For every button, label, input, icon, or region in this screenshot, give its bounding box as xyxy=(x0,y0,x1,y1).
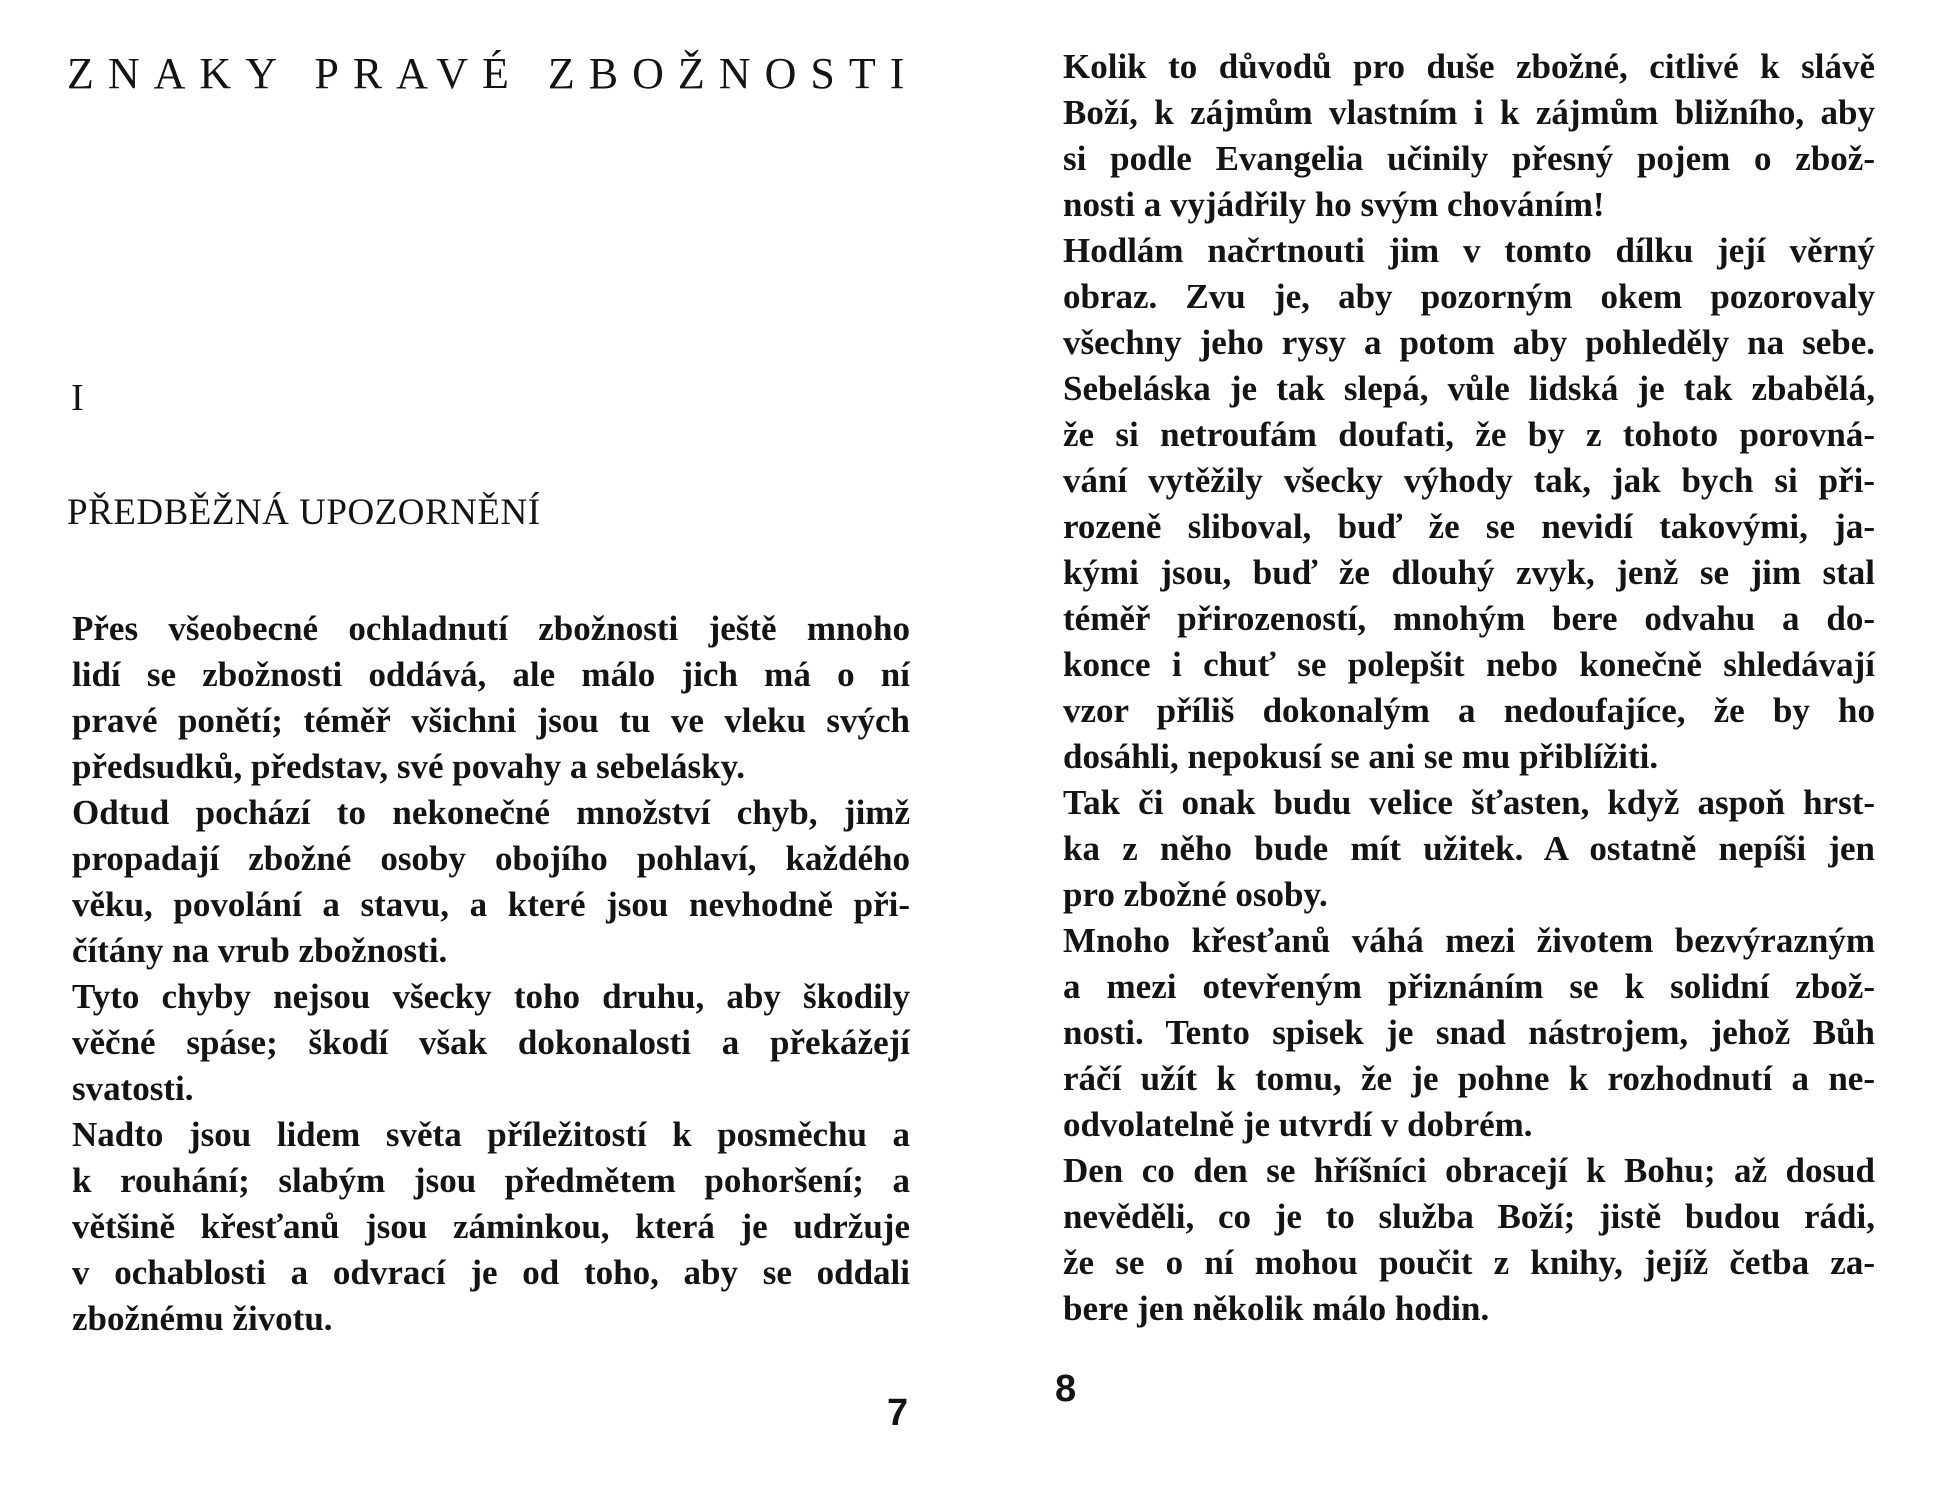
left-page-body-text xyxy=(72,606,910,1342)
right-page xyxy=(969,0,1938,1500)
text-line: pravé ponětí; téměř všichni jsou tu ve vleku svých xyxy=(72,701,910,740)
text-line: kými jsou, buď že dlouhý zvyk, jenž se jim stal xyxy=(1063,553,1875,592)
text-line: propadají zbožné osoby obojího pohlaví, každého xyxy=(72,839,910,878)
text-line: vání vytěžily všecky výhody tak, jak bych si při- xyxy=(1063,461,1875,500)
text-line: nevěděli, co je to služba Boží; jistě budou rádi, xyxy=(1063,1197,1875,1236)
text-line: Přes všeobecné ochladnutí zbožnosti ještě mnoho xyxy=(72,609,910,648)
text-line: si podle Evangelia učinily přesný pojem o zbož- xyxy=(1063,139,1875,178)
text-line: většině křesťanů jsou záminkou, která je udržuje xyxy=(72,1207,910,1246)
text-line: obraz. Zvu je, aby pozorným okem pozorovaly xyxy=(1063,277,1875,316)
chapter-title: PŘEDBĚŽNÁ UPOZORNĚNÍ xyxy=(67,492,541,533)
text-line: konce i chuť se polepšit nebo konečně shledávají xyxy=(1063,645,1875,684)
text-line: bere jen několik málo hodin. xyxy=(1063,1289,1490,1328)
text-line: zbožnému životu. xyxy=(72,1299,333,1338)
text-line: vzor příliš dokonalým a nedoufajíce, že by ho xyxy=(1063,691,1875,730)
text-line: pro zbožné osoby. xyxy=(1063,875,1328,914)
text-line: ka z něho bude mít užitek. A ostatně nepíši jen xyxy=(1063,829,1875,868)
text-line: rozeně sliboval, buď že se nevidí takovými, ja- xyxy=(1063,507,1875,546)
text-line: ráčí užít k tomu, že je pohne k rozhodnutí a ne- xyxy=(1063,1059,1875,1098)
text-line: svatosti. xyxy=(72,1069,194,1108)
page-number-left: 7 xyxy=(887,1392,909,1434)
text-line: Sebeláska je tak slepá, vůle lidská je tak zbabělá, xyxy=(1063,369,1875,408)
text-line: že si netroufám doufati, že by z tohoto porovná- xyxy=(1063,415,1875,454)
right-page-body-text xyxy=(1063,44,1875,1332)
text-line: Tyto chyby nejsou všecky toho druhu, aby škodily xyxy=(72,977,910,1016)
text-line: nosti a vyjádřily ho svým chováním! xyxy=(1063,185,1605,224)
text-line: Hodlám načrtnouti jim v tomto dílku její věrný xyxy=(1063,231,1875,270)
text-line: věku, povolání a stavu, a které jsou nevhodně při- xyxy=(72,885,910,924)
text-line: téměř přirozeností, mnohým bere odvahu a do- xyxy=(1063,599,1875,638)
text-line: a mezi otevřeným přiznáním se k solidní zbož- xyxy=(1063,967,1875,1006)
text-line: všechny jeho rysy a potom aby pohleděly na sebe. xyxy=(1063,323,1875,362)
text-line: dosáhli, nepokusí se ani se mu přiblížiti. xyxy=(1063,737,1659,776)
text-line: Tak či onak budu velice šťasten, když aspoň hrst- xyxy=(1063,783,1875,822)
text-line: Kolik to důvodů pro duše zbožné, citlivé k slávě xyxy=(1063,47,1875,86)
text-line: čítány na vrub zbožnosti. xyxy=(72,931,448,970)
text-line: Nadto jsou lidem světa příležitostí k posměchu a xyxy=(72,1115,910,1154)
text-line: předsudků, představ, své povahy a sebelásky. xyxy=(72,747,745,786)
text-line: v ochablosti a odvrací je od toho, aby se oddali xyxy=(72,1253,910,1292)
text-line: věčné spáse; škodí však dokonalosti a překážejí xyxy=(72,1023,910,1062)
page-number-right: 8 xyxy=(1055,1368,1077,1410)
text-line: Mnoho křesťanů váhá mezi životem bezvýrazným xyxy=(1063,921,1875,960)
chapter-number: I xyxy=(71,377,84,419)
text-line: nosti. Tento spisek je snad nástrojem, jehož Bůh xyxy=(1063,1013,1875,1052)
text-line: Odtud pochází to nekonečné množství chyb, jimž xyxy=(72,793,910,832)
text-line: že se o ní mohou poučit z knihy, jejíž četba za- xyxy=(1063,1243,1875,1282)
text-line: k rouhání; slabým jsou předmětem pohoršení; a xyxy=(72,1161,910,1200)
text-line: Den co den se hříšníci obracejí k Bohu; až dosud xyxy=(1063,1151,1875,1190)
text-line: lidí se zbožnosti oddává, ale málo jich má o ní xyxy=(72,655,910,694)
text-line: odvolatelně je utvrdí v dobrém. xyxy=(1063,1105,1533,1144)
book-title: ZNAKY PRAVÉ ZBOŽNOSTI xyxy=(67,49,919,98)
text-line: Boží, k zájmům vlastním i k zájmům bližního, aby xyxy=(1063,93,1875,132)
